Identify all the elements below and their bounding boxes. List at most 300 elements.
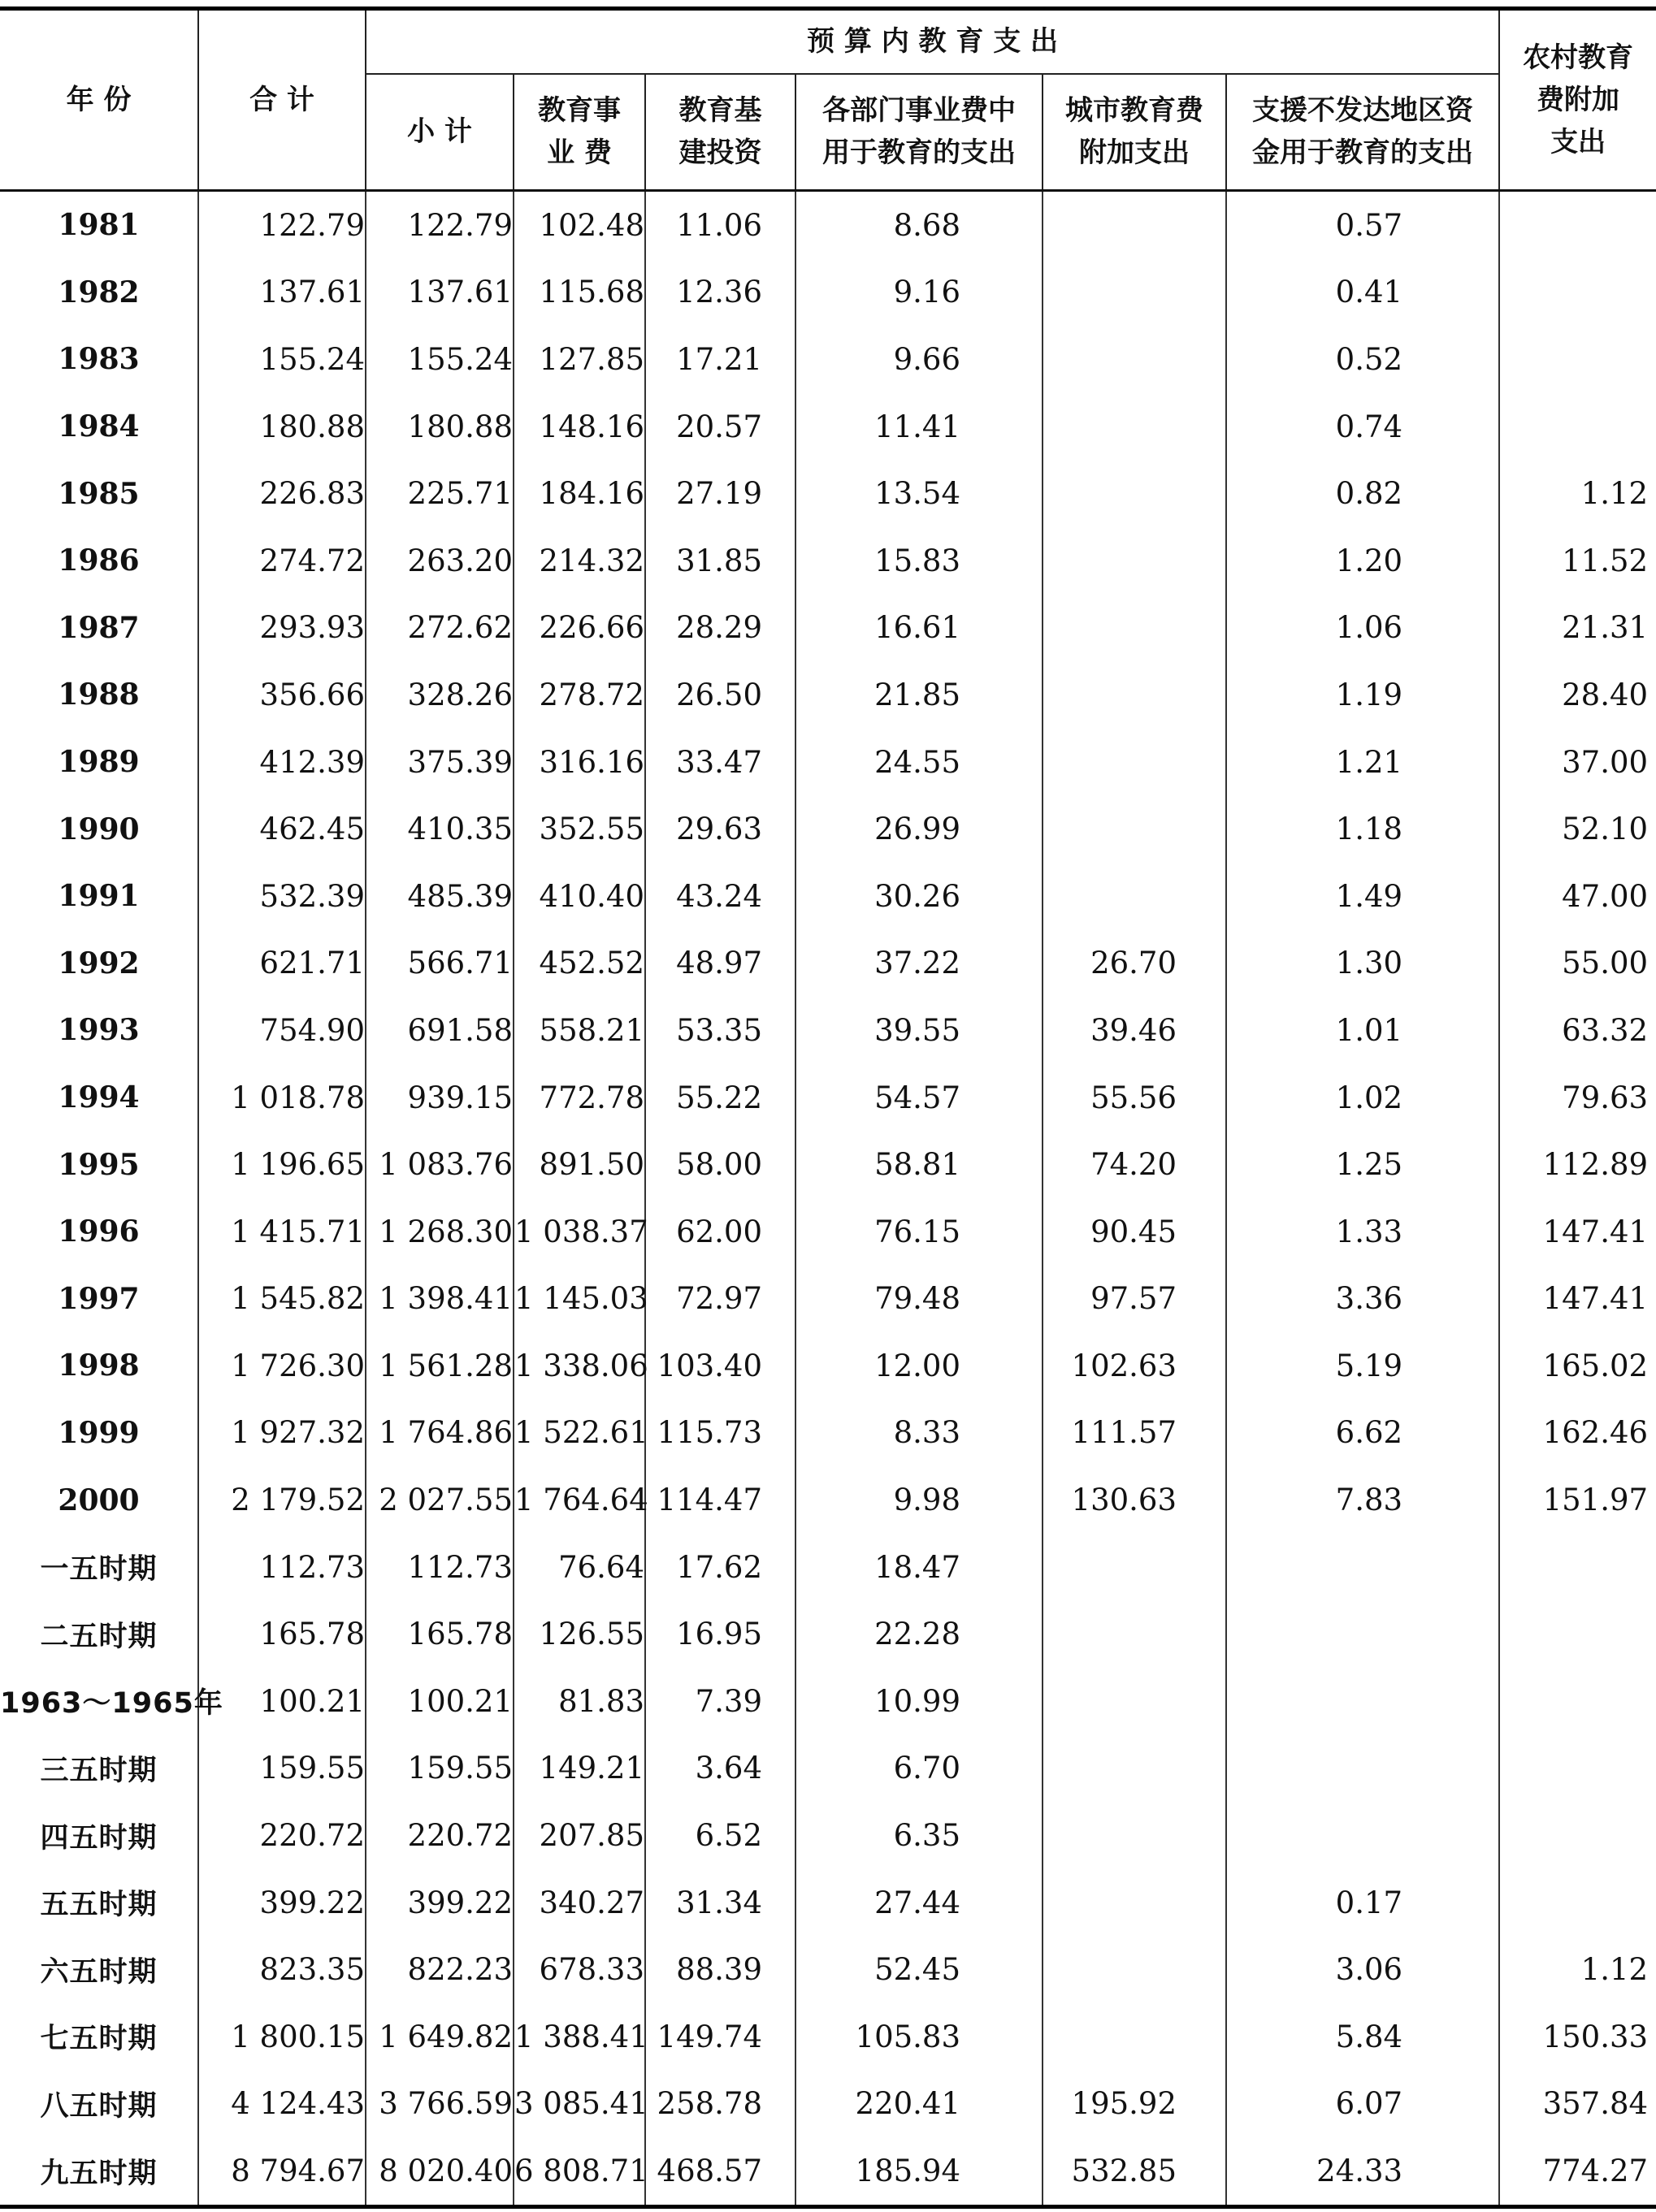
cell-support-funds: 0.74 bbox=[1226, 393, 1499, 461]
cell-support-funds: 1.21 bbox=[1226, 729, 1499, 796]
cell-dept-edu: 79.48 bbox=[795, 1266, 1043, 1333]
cell-year: 五五时期 bbox=[0, 1869, 198, 1937]
cell-support-funds: 0.17 bbox=[1226, 1869, 1499, 1937]
table-row bbox=[0, 863, 1656, 930]
cell-subtotal: 155.24 bbox=[366, 326, 514, 393]
cell-dept-edu: 30.26 bbox=[795, 863, 1043, 930]
cell-dept-edu: 8.68 bbox=[795, 191, 1043, 259]
cell-total: 754.90 bbox=[198, 997, 366, 1064]
header-dept-edu-line-2: 用于教育的支出 bbox=[822, 136, 1016, 170]
cell-subtotal: 691.58 bbox=[366, 997, 514, 1064]
cell-subtotal: 225.71 bbox=[366, 460, 514, 527]
cell-year: 1996 bbox=[0, 1198, 198, 1266]
cell-subtotal: 1 083.76 bbox=[366, 1131, 514, 1198]
cell-edu-capital: 33.47 bbox=[645, 729, 795, 796]
table-row bbox=[0, 1735, 1656, 1803]
cell-edu-operating: 148.16 bbox=[514, 393, 645, 461]
cell-total: 823.35 bbox=[198, 1936, 366, 2003]
cell-edu-capital: 31.34 bbox=[645, 1869, 795, 1937]
cell-year: 1986 bbox=[0, 527, 198, 595]
header-edu-capital-line-1: 教育基 bbox=[678, 94, 762, 128]
cell-subtotal: 1 649.82 bbox=[366, 2003, 514, 2071]
table-row bbox=[0, 1400, 1656, 1467]
cell-edu-capital: 3.64 bbox=[645, 1735, 795, 1803]
cell-dept-edu: 13.54 bbox=[795, 460, 1043, 527]
table-row bbox=[0, 259, 1656, 327]
cell-total: 226.83 bbox=[198, 460, 366, 527]
header-urban-line-2: 附加支出 bbox=[1079, 136, 1190, 170]
cell-edu-operating: 102.48 bbox=[514, 191, 645, 259]
cell-rural-surcharge bbox=[1499, 393, 1656, 461]
cell-year: 1985 bbox=[0, 460, 198, 527]
cell-rural-surcharge: 147.41 bbox=[1542, 1214, 1649, 1249]
cell-subtotal: 8 020.40 bbox=[366, 2137, 514, 2206]
cell-edu-operating: 678.33 bbox=[514, 1936, 645, 2003]
cell-dept-edu: 26.99 bbox=[795, 795, 1043, 863]
cell-support-funds: 1.49 bbox=[1226, 863, 1499, 930]
cell-support-funds: 1.30 bbox=[1226, 930, 1499, 998]
cell-urban-surcharge bbox=[1043, 795, 1226, 863]
cell-rural-surcharge: 21.31 bbox=[1562, 610, 1649, 646]
cell-edu-capital: 468.57 bbox=[645, 2137, 795, 2206]
cell-urban-surcharge: 55.56 bbox=[1043, 1064, 1226, 1132]
cell-subtotal: 220.72 bbox=[366, 1802, 514, 1869]
cell-dept-edu: 18.47 bbox=[795, 1534, 1043, 1601]
header-total: 合 计 bbox=[198, 9, 366, 191]
cell-dept-edu: 220.41 bbox=[795, 2071, 1043, 2138]
cell-total: 2 179.52 bbox=[198, 1466, 366, 1534]
table-header bbox=[0, 9, 1656, 191]
cell-edu-capital: 29.63 bbox=[645, 795, 795, 863]
table-row bbox=[0, 661, 1656, 729]
cell-year: 四五时期 bbox=[0, 1802, 198, 1869]
cell-edu-operating: 1 338.06 bbox=[514, 1332, 645, 1400]
cell-total: 155.24 bbox=[198, 326, 366, 393]
cell-edu-capital: 31.85 bbox=[645, 527, 795, 595]
cell-rural-surcharge: 112.89 bbox=[1542, 1147, 1649, 1183]
header-support-line-2: 金用于教育的支出 bbox=[1252, 136, 1474, 170]
header-support-funds bbox=[1226, 74, 1499, 191]
cell-subtotal: 100.21 bbox=[366, 1668, 514, 1735]
cell-rural-surcharge bbox=[1499, 1802, 1656, 1869]
cell-support-funds: 5.19 bbox=[1226, 1332, 1499, 1400]
cell-edu-operating: 891.50 bbox=[514, 1131, 645, 1198]
table-row bbox=[0, 1466, 1656, 1534]
cell-total: 462.45 bbox=[198, 795, 366, 863]
cell-urban-surcharge: 130.63 bbox=[1043, 1466, 1226, 1534]
cell-support-funds: 1.33 bbox=[1226, 1198, 1499, 1266]
cell-dept-edu: 6.35 bbox=[795, 1802, 1043, 1869]
cell-edu-capital: 103.40 bbox=[645, 1332, 795, 1400]
table-row bbox=[0, 2137, 1656, 2206]
cell-year: 1992 bbox=[0, 930, 198, 998]
cell-support-funds: 6.07 bbox=[1226, 2071, 1499, 2138]
cell-edu-operating: 278.72 bbox=[514, 661, 645, 729]
cell-support-funds bbox=[1226, 1735, 1499, 1803]
cell-dept-edu: 52.45 bbox=[795, 1936, 1043, 2003]
cell-rural-surcharge bbox=[1499, 1600, 1656, 1668]
cell-total: 1 196.65 bbox=[198, 1131, 366, 1198]
cell-rural-surcharge bbox=[1499, 326, 1656, 393]
header-edu-operating-line-2: 业 费 bbox=[547, 136, 612, 170]
cell-subtotal: 1 268.30 bbox=[366, 1198, 514, 1266]
cell-total: 100.21 bbox=[198, 1668, 366, 1735]
header-edu-capital bbox=[645, 74, 795, 191]
cell-dept-edu: 9.98 bbox=[795, 1466, 1043, 1534]
cell-support-funds: 1.06 bbox=[1226, 595, 1499, 662]
cell-dept-edu: 6.70 bbox=[795, 1735, 1043, 1803]
cell-subtotal: 112.73 bbox=[366, 1534, 514, 1601]
cell-year: 1997 bbox=[0, 1266, 198, 1333]
cell-year: 六五时期 bbox=[0, 1936, 198, 2003]
cell-dept-edu: 8.33 bbox=[795, 1400, 1043, 1467]
table-row bbox=[0, 2071, 1656, 2138]
cell-urban-surcharge bbox=[1043, 259, 1226, 327]
cell-rural-surcharge: 357.84 bbox=[1542, 2086, 1649, 2122]
cell-year: 1982 bbox=[0, 259, 198, 327]
header-subtotal: 小 计 bbox=[366, 74, 514, 191]
cell-rural-surcharge: 150.33 bbox=[1542, 2019, 1649, 2054]
table-row bbox=[0, 191, 1656, 259]
cell-subtotal: 2 027.55 bbox=[366, 1466, 514, 1534]
cell-support-funds: 7.83 bbox=[1226, 1466, 1499, 1534]
cell-edu-operating: 214.32 bbox=[514, 527, 645, 595]
header-budget-group: 预 算 内 教 育 支 出 bbox=[366, 9, 1499, 74]
cell-year: 1984 bbox=[0, 393, 198, 461]
cell-year: 1994 bbox=[0, 1064, 198, 1132]
cell-urban-surcharge bbox=[1043, 326, 1226, 393]
cell-year: 二五时期 bbox=[0, 1600, 198, 1668]
cell-year: 1981 bbox=[0, 191, 198, 259]
cell-edu-operating: 558.21 bbox=[514, 997, 645, 1064]
cell-subtotal: 1 561.28 bbox=[366, 1332, 514, 1400]
cell-subtotal: 485.39 bbox=[366, 863, 514, 930]
cell-urban-surcharge bbox=[1043, 1735, 1226, 1803]
table-row bbox=[0, 1332, 1656, 1400]
cell-edu-operating: 127.85 bbox=[514, 326, 645, 393]
cell-rural-surcharge bbox=[1499, 1668, 1656, 1735]
cell-support-funds: 24.33 bbox=[1226, 2137, 1499, 2206]
cell-support-funds bbox=[1226, 1600, 1499, 1668]
cell-dept-edu: 16.61 bbox=[795, 595, 1043, 662]
cell-edu-operating: 316.16 bbox=[514, 729, 645, 796]
cell-total: 180.88 bbox=[198, 393, 366, 461]
cell-subtotal: 375.39 bbox=[366, 729, 514, 796]
cell-edu-operating: 340.27 bbox=[514, 1869, 645, 1937]
cell-total: 356.66 bbox=[198, 661, 366, 729]
cell-edu-capital: 62.00 bbox=[645, 1198, 795, 1266]
header-rural-line-1: 农村教育 bbox=[1523, 41, 1634, 74]
cell-subtotal: 180.88 bbox=[366, 393, 514, 461]
cell-edu-operating: 226.66 bbox=[514, 595, 645, 662]
header-edu-operating bbox=[514, 74, 645, 191]
header-urban-surcharge bbox=[1043, 74, 1226, 191]
cell-edu-capital: 28.29 bbox=[645, 595, 795, 662]
cell-rural-surcharge: 147.41 bbox=[1542, 1281, 1649, 1317]
cell-dept-edu: 15.83 bbox=[795, 527, 1043, 595]
cell-support-funds: 0.82 bbox=[1226, 460, 1499, 527]
header-dept-edu-line-1: 各部门事业费中 bbox=[822, 94, 1016, 128]
cell-subtotal: 122.79 bbox=[366, 191, 514, 259]
cell-edu-capital: 16.95 bbox=[645, 1600, 795, 1668]
cell-year: 1995 bbox=[0, 1131, 198, 1198]
cell-edu-capital: 149.74 bbox=[645, 2003, 795, 2071]
cell-year: 八五时期 bbox=[0, 2071, 198, 2138]
education-expenditure-table bbox=[0, 6, 1656, 2209]
cell-urban-surcharge bbox=[1043, 191, 1226, 259]
cell-support-funds bbox=[1226, 1802, 1499, 1869]
cell-edu-capital: 20.57 bbox=[645, 393, 795, 461]
table-row bbox=[0, 1064, 1656, 1132]
cell-rural-surcharge bbox=[1499, 1735, 1656, 1803]
cell-year: 1987 bbox=[0, 595, 198, 662]
cell-year: 1999 bbox=[0, 1400, 198, 1467]
cell-total: 1 927.32 bbox=[198, 1400, 366, 1467]
cell-dept-edu: 12.00 bbox=[795, 1332, 1043, 1400]
cell-support-funds: 6.62 bbox=[1226, 1400, 1499, 1467]
cell-edu-capital: 26.50 bbox=[645, 661, 795, 729]
cell-rural-surcharge bbox=[1499, 259, 1656, 327]
cell-total: 1 800.15 bbox=[198, 2003, 366, 2071]
cell-edu-operating: 772.78 bbox=[514, 1064, 645, 1132]
table-row bbox=[0, 1266, 1656, 1333]
cell-support-funds bbox=[1226, 1534, 1499, 1601]
cell-subtotal: 137.61 bbox=[366, 259, 514, 327]
cell-rural-surcharge: 165.02 bbox=[1542, 1348, 1649, 1383]
table-row bbox=[0, 1600, 1656, 1668]
cell-edu-operating: 184.16 bbox=[514, 460, 645, 527]
cell-urban-surcharge bbox=[1043, 2003, 1226, 2071]
cell-total: 112.73 bbox=[198, 1534, 366, 1601]
cell-urban-surcharge bbox=[1043, 595, 1226, 662]
cell-urban-surcharge bbox=[1043, 393, 1226, 461]
cell-edu-operating: 1 145.03 bbox=[514, 1266, 645, 1333]
cell-urban-surcharge bbox=[1043, 527, 1226, 595]
cell-support-funds: 3.06 bbox=[1226, 1936, 1499, 2003]
cell-urban-surcharge: 102.63 bbox=[1043, 1332, 1226, 1400]
cell-edu-capital: 88.39 bbox=[645, 1936, 795, 2003]
cell-dept-edu: 105.83 bbox=[795, 2003, 1043, 2071]
table-row bbox=[0, 527, 1656, 595]
table-row bbox=[0, 326, 1656, 393]
cell-total: 274.72 bbox=[198, 527, 366, 595]
cell-year: 1990 bbox=[0, 795, 198, 863]
cell-subtotal: 1 398.41 bbox=[366, 1266, 514, 1333]
cell-total: 1 545.82 bbox=[198, 1266, 366, 1333]
cell-edu-operating: 3 085.41 bbox=[514, 2071, 645, 2138]
cell-rural-surcharge: 37.00 bbox=[1562, 744, 1649, 780]
cell-subtotal: 410.35 bbox=[366, 795, 514, 863]
cell-year: 三五时期 bbox=[0, 1735, 198, 1803]
cell-year: 1983 bbox=[0, 326, 198, 393]
cell-support-funds: 1.01 bbox=[1226, 997, 1499, 1064]
cell-support-funds: 5.84 bbox=[1226, 2003, 1499, 2071]
table-row bbox=[0, 795, 1656, 863]
header-edu-capital-line-2: 建投资 bbox=[678, 136, 762, 170]
cell-subtotal: 1 764.86 bbox=[366, 1400, 514, 1467]
cell-support-funds: 1.25 bbox=[1226, 1131, 1499, 1198]
cell-support-funds: 3.36 bbox=[1226, 1266, 1499, 1333]
cell-edu-operating: 81.83 bbox=[514, 1668, 645, 1735]
cell-year: 1988 bbox=[0, 661, 198, 729]
cell-edu-operating: 149.21 bbox=[514, 1735, 645, 1803]
cell-edu-capital: 58.00 bbox=[645, 1131, 795, 1198]
cell-urban-surcharge bbox=[1043, 729, 1226, 796]
cell-edu-capital: 7.39 bbox=[645, 1668, 795, 1735]
cell-total: 1 726.30 bbox=[198, 1332, 366, 1400]
cell-support-funds: 0.52 bbox=[1226, 326, 1499, 393]
cell-subtotal: 822.23 bbox=[366, 1936, 514, 2003]
cell-edu-capital: 115.73 bbox=[645, 1400, 795, 1467]
cell-support-funds: 1.19 bbox=[1226, 661, 1499, 729]
cell-subtotal: 272.62 bbox=[366, 595, 514, 662]
cell-edu-capital: 17.62 bbox=[645, 1534, 795, 1601]
cell-total: 621.71 bbox=[198, 930, 366, 998]
cell-year: 一五时期 bbox=[0, 1534, 198, 1601]
header-support-line-1: 支援不发达地区资 bbox=[1252, 94, 1474, 128]
cell-support-funds: 1.02 bbox=[1226, 1064, 1499, 1132]
cell-dept-edu: 185.94 bbox=[795, 2137, 1043, 2206]
cell-urban-surcharge bbox=[1043, 1802, 1226, 1869]
cell-urban-surcharge: 195.92 bbox=[1043, 2071, 1226, 2138]
cell-total: 1 415.71 bbox=[198, 1198, 366, 1266]
cell-urban-surcharge bbox=[1043, 1869, 1226, 1937]
header-year: 年 份 bbox=[0, 9, 198, 191]
table-row bbox=[0, 595, 1656, 662]
cell-rural-surcharge bbox=[1499, 1534, 1656, 1601]
cell-year: 2000 bbox=[0, 1466, 198, 1534]
cell-edu-operating: 6 808.71 bbox=[514, 2137, 645, 2206]
cell-edu-capital: 11.06 bbox=[645, 191, 795, 259]
cell-edu-operating: 126.55 bbox=[514, 1600, 645, 1668]
cell-total: 412.39 bbox=[198, 729, 366, 796]
table-row bbox=[0, 1869, 1656, 1937]
cell-total: 220.72 bbox=[198, 1802, 366, 1869]
cell-subtotal: 566.71 bbox=[366, 930, 514, 998]
cell-edu-operating: 452.52 bbox=[514, 930, 645, 998]
cell-subtotal: 328.26 bbox=[366, 661, 514, 729]
cell-rural-surcharge: 52.10 bbox=[1562, 812, 1649, 847]
cell-rural-surcharge bbox=[1499, 191, 1656, 259]
cell-total: 122.79 bbox=[198, 191, 366, 259]
table-body bbox=[0, 191, 1656, 2207]
cell-rural-surcharge: 1.12 bbox=[1580, 476, 1649, 512]
table-row bbox=[0, 997, 1656, 1064]
cell-subtotal: 399.22 bbox=[366, 1869, 514, 1937]
cell-year: 1963～1965年 bbox=[0, 1668, 198, 1735]
cell-total: 8 794.67 bbox=[198, 2137, 366, 2206]
cell-edu-operating: 115.68 bbox=[514, 259, 645, 327]
table-row bbox=[0, 393, 1656, 461]
cell-urban-surcharge: 532.85 bbox=[1043, 2137, 1226, 2206]
cell-year: 1991 bbox=[0, 863, 198, 930]
cell-rural-surcharge: 1.12 bbox=[1580, 1952, 1649, 1988]
cell-dept-edu: 21.85 bbox=[795, 661, 1043, 729]
table-row bbox=[0, 729, 1656, 796]
header-rural-line-3: 支出 bbox=[1550, 126, 1606, 158]
cell-edu-operating: 410.40 bbox=[514, 863, 645, 930]
cell-dept-edu: 27.44 bbox=[795, 1869, 1043, 1937]
cell-total: 165.78 bbox=[198, 1600, 366, 1668]
cell-support-funds: 0.41 bbox=[1226, 259, 1499, 327]
cell-edu-operating: 1 764.64 bbox=[514, 1466, 645, 1534]
cell-edu-capital: 53.35 bbox=[645, 997, 795, 1064]
cell-total: 137.61 bbox=[198, 259, 366, 327]
cell-urban-surcharge bbox=[1043, 1600, 1226, 1668]
cell-total: 399.22 bbox=[198, 1869, 366, 1937]
cell-dept-edu: 58.81 bbox=[795, 1131, 1043, 1198]
cell-edu-capital: 43.24 bbox=[645, 863, 795, 930]
cell-total: 532.39 bbox=[198, 863, 366, 930]
cell-urban-surcharge bbox=[1043, 1534, 1226, 1601]
cell-edu-capital: 258.78 bbox=[645, 2071, 795, 2138]
table-row bbox=[0, 1802, 1656, 1869]
cell-edu-capital: 17.21 bbox=[645, 326, 795, 393]
cell-edu-capital: 55.22 bbox=[645, 1064, 795, 1132]
cell-dept-edu: 9.66 bbox=[795, 326, 1043, 393]
cell-urban-surcharge: 97.57 bbox=[1043, 1266, 1226, 1333]
cell-edu-operating: 1 388.41 bbox=[514, 2003, 645, 2071]
table-row bbox=[0, 2003, 1656, 2071]
cell-urban-surcharge bbox=[1043, 1936, 1226, 2003]
cell-year: 1998 bbox=[0, 1332, 198, 1400]
cell-subtotal: 263.20 bbox=[366, 527, 514, 595]
table-row bbox=[0, 1668, 1656, 1735]
cell-total: 4 124.43 bbox=[198, 2071, 366, 2138]
cell-dept-edu: 22.28 bbox=[795, 1600, 1043, 1668]
cell-dept-edu: 10.99 bbox=[795, 1668, 1043, 1735]
cell-dept-edu: 24.55 bbox=[795, 729, 1043, 796]
cell-support-funds: 0.57 bbox=[1226, 191, 1499, 259]
cell-edu-capital: 48.97 bbox=[645, 930, 795, 998]
cell-dept-edu: 39.55 bbox=[795, 997, 1043, 1064]
header-edu-operating-line-1: 教育事 bbox=[538, 94, 621, 128]
cell-dept-edu: 54.57 bbox=[795, 1064, 1043, 1132]
cell-edu-operating: 352.55 bbox=[514, 795, 645, 863]
header-rural-line-2: 费附加 bbox=[1537, 84, 1620, 116]
cell-rural-surcharge: 774.27 bbox=[1542, 2154, 1649, 2189]
table-row bbox=[0, 930, 1656, 998]
cell-edu-operating: 76.64 bbox=[514, 1534, 645, 1601]
cell-subtotal: 159.55 bbox=[366, 1735, 514, 1803]
cell-dept-edu: 37.22 bbox=[795, 930, 1043, 998]
cell-dept-edu: 76.15 bbox=[795, 1198, 1043, 1266]
cell-edu-capital: 72.97 bbox=[645, 1266, 795, 1333]
table-row bbox=[0, 460, 1656, 527]
cell-rural-surcharge: 63.32 bbox=[1562, 1012, 1649, 1048]
table-row bbox=[0, 1534, 1656, 1601]
header-dept-edu bbox=[795, 74, 1043, 191]
cell-rural-surcharge: 11.52 bbox=[1562, 543, 1649, 578]
cell-urban-surcharge bbox=[1043, 1668, 1226, 1735]
cell-year: 1989 bbox=[0, 729, 198, 796]
cell-year: 七五时期 bbox=[0, 2003, 198, 2071]
cell-rural-surcharge: 162.46 bbox=[1542, 1415, 1649, 1451]
cell-dept-edu: 9.16 bbox=[795, 259, 1043, 327]
cell-rural-surcharge: 47.00 bbox=[1562, 878, 1649, 914]
cell-rural-surcharge: 151.97 bbox=[1542, 1483, 1649, 1518]
cell-total: 159.55 bbox=[198, 1735, 366, 1803]
cell-urban-surcharge bbox=[1043, 863, 1226, 930]
cell-support-funds bbox=[1226, 1668, 1499, 1735]
cell-total: 1 018.78 bbox=[198, 1064, 366, 1132]
cell-urban-surcharge bbox=[1043, 661, 1226, 729]
cell-urban-surcharge bbox=[1043, 460, 1226, 527]
cell-subtotal: 939.15 bbox=[366, 1064, 514, 1132]
cell-support-funds: 1.18 bbox=[1226, 795, 1499, 863]
table-row bbox=[0, 1198, 1656, 1266]
cell-urban-surcharge: 74.20 bbox=[1043, 1131, 1226, 1198]
